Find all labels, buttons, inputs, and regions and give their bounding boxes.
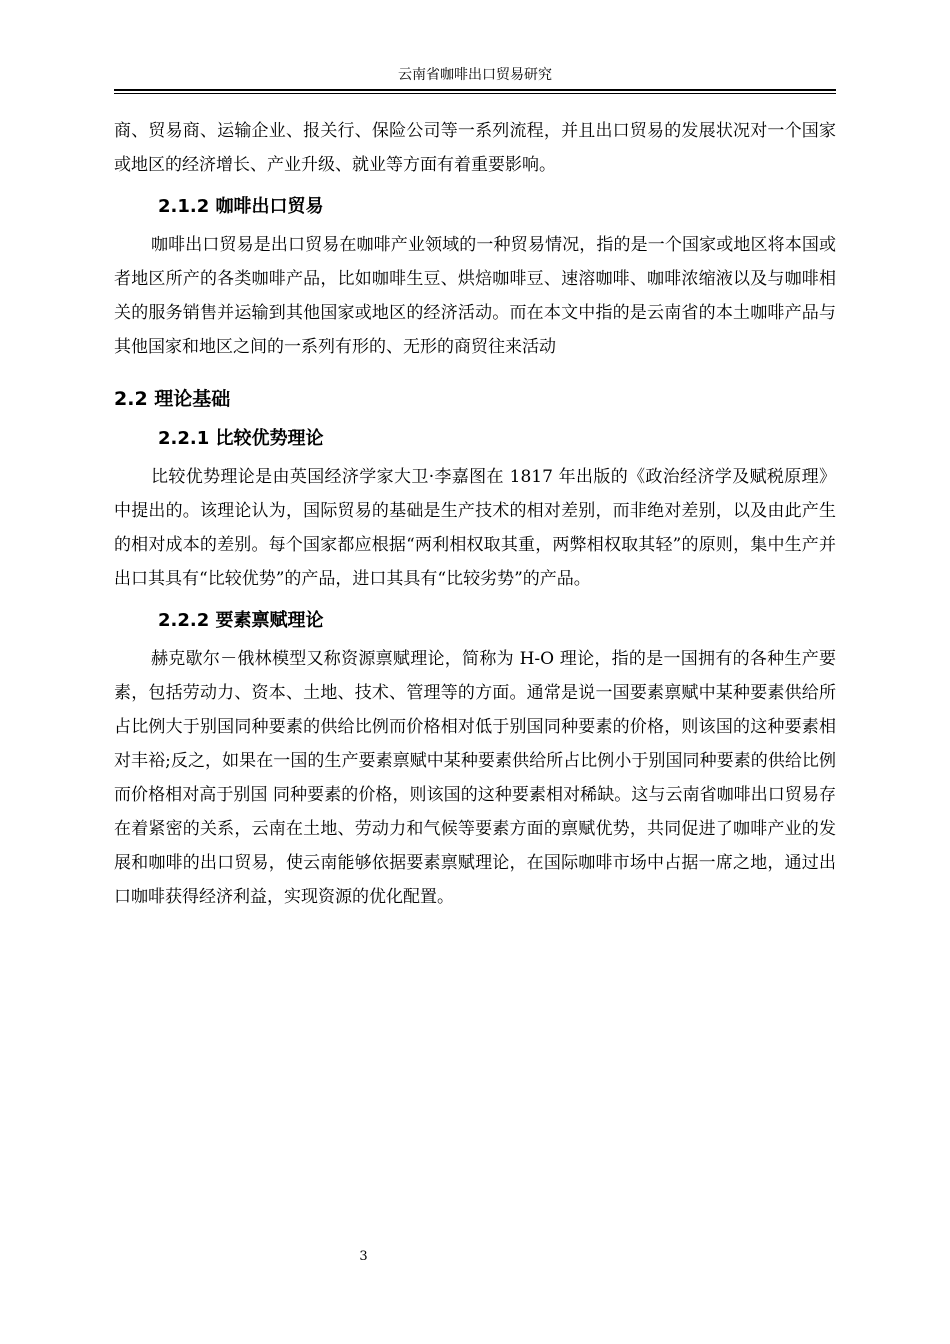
- paragraph-2-2-1: 比较优势理论是由英国经济学家大卫·李嘉图在 1817 年出版的《政治经济学及赋税原理》中提出的。该理论认为，国际贸易的基础是生产技术的相对差别，而非绝对差别，以及由此产生的相对成本的差别。每个国家都应根据“两利相权取其重，两弊相权取其轻”的原则，集中生产并出口其具有“比较优势”的产品，进口其具有“比较劣势”的产品。: [114, 467, 836, 589]
- paragraph-2-1-2: 咖啡出口贸易是出口贸易在咖啡产业领域的一种贸易情况，指的是一个国家或地区将本国或者地区所产的各类咖啡产品，比如咖啡生豆、烘焙咖啡豆、速溶咖啡、咖啡浓缩液以及与咖啡相关的服务销售并运输到其他国家或地区的经济活动。而在本文中指的是云南省的本土咖啡产品与其他国家和地区之间的一系列有形的、无形的商贸往来活动: [114, 235, 836, 357]
- paragraph-2-2-2: 赫克歇尔－俄林模型又称资源禀赋理论，简称为 H-O 理论，指的是一国拥有的各种生产要素，包括劳动力、资本、土地、技术、管理等的方面。通常是说一国要素禀赋中某种要素供给所占比例大于别国同种要素的供给比例而价格相对低于别国同种要素的价格，则该国的这种要素相对丰裕;反之，如果在一国的生产要素禀赋中某种要素供给所占比例小于别国同种要素的供给比例而价格相对高于别国 同种要素的价格，则该国的这种要素相对稀缺。这与云南省咖啡出口贸易存在着紧密的关系，云南在土地、劳动力和气候等要素方面的禀赋优势，共同促进了咖啡产业的发展和咖啡的出口贸易，使云南能够依据要素禀赋理论，在国际咖啡市场中占据一席之地，通过出口咖啡获得经济利益，实现资源的优化配置。: [114, 649, 836, 907]
- header-rule-thick: [114, 89, 836, 91]
- section-heading-2-2-2: 2.2.2 要素禀赋理论: [158, 610, 324, 631]
- section-heading-2-1-2: 2.1.2 咖啡出口贸易: [158, 196, 324, 217]
- intro-paragraph: 商、贸易商、运输企业、报关行、保险公司等一系列流程，并且出口贸易的发展状况对一个国家或地区的经济增长、产业升级、就业等方面有着重要影响。: [114, 121, 836, 175]
- page-number-footer: [0, 1249, 727, 1264]
- body-content: [114, 114, 836, 914]
- section-heading-2-2: 2.2 理论基础: [114, 388, 231, 410]
- section-heading-2-2-1: 2.2.1 比较优势理论: [158, 428, 324, 449]
- running-header-title: 云南省咖啡出口贸易研究: [398, 67, 552, 83]
- page-number: 3: [359, 1249, 368, 1264]
- header-rule-thin: [114, 93, 836, 94]
